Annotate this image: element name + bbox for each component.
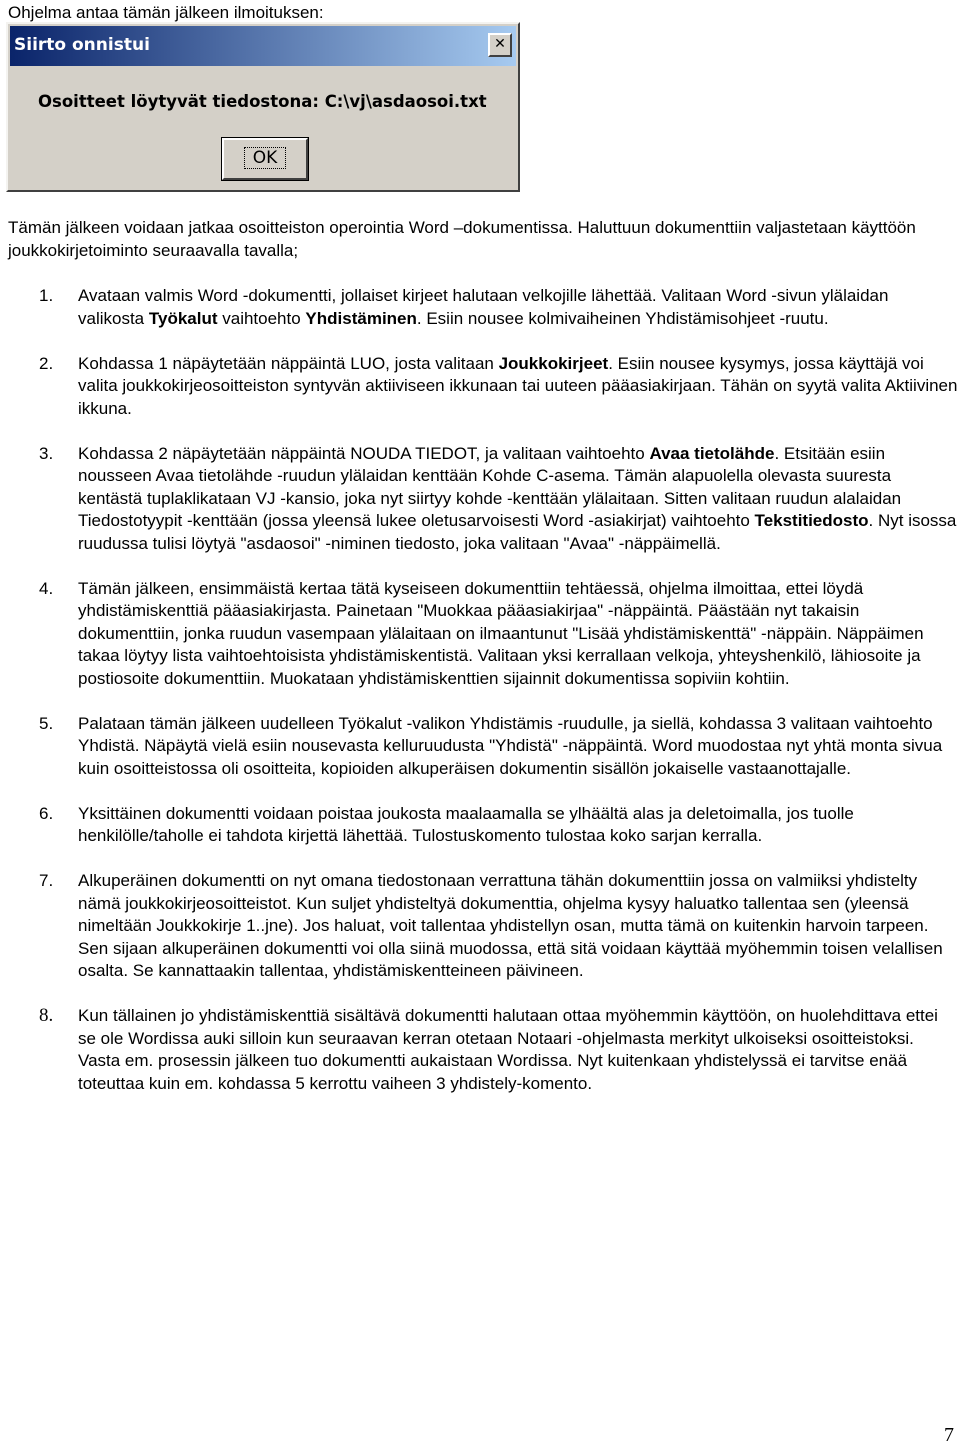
list-item-number: 8.: [39, 1005, 54, 1026]
list-item-text: [78, 285, 958, 330]
list-item-text: [78, 713, 958, 781]
list-item-number: 1.: [39, 286, 54, 305]
list-item: [0, 578, 960, 691]
text-run: vaihtoehto: [217, 308, 306, 328]
transfer-success-dialog: [6, 22, 520, 192]
list-item: [0, 1005, 960, 1095]
bold-term: Työkalut: [148, 308, 218, 328]
list-item: [0, 803, 960, 848]
list-item-text: [78, 443, 958, 556]
text-run: Kohdassa 2 näpäytetään näppäintä NOUDA TIEDOT, ja valitaan vaihtoehto: [78, 443, 650, 463]
list-item-number: 7.: [39, 871, 54, 890]
page-number: 7: [944, 1424, 954, 1446]
steps-list: [0, 285, 960, 1118]
close-button[interactable]: [488, 33, 512, 57]
text-run: Yksittäinen dokumentti voidaan poistaa joukosta maalaamalla se ylhäältä alas ja deletoimalla, jos tuolle henkilölle/taholle ei tahdota kirjettä lähettää. Tulostuskomento tulostaa koko sarjan kerralla.: [78, 803, 854, 845]
list-item-text: [78, 578, 958, 691]
list-item-text: [78, 353, 958, 421]
intro-text: Ohjelma antaa tämän jälkeen ilmoituksen:: [8, 3, 324, 22]
text-run: Kohdassa 1 näpäytetään näppäintä LUO, josta valitaan: [78, 353, 499, 373]
bold-term: Joukkokirjeet: [498, 353, 609, 373]
text-run: Kun tällainen jo yhdistämiskenttiä sisältävä dokumentti halutaan ottaa myöhemmin käyttöön, on huolehdittava ettei se ole Wordissa auki silloin kun seuraavan kerran otetaan Notaari -ohjelmasta merkityt ulkoiseksi osoitteistoksi. Vasta em. prosessin jälkeen tuo dokumentti aukaistaan Wordissa. Nyt kuitenkaan yhdistelyssä ei tarvitse enää toteuttaa kuin em. kohdassa 5 kerrottu vaiheen 3 yhdistely-komento.: [78, 1006, 938, 1093]
list-item-text: [78, 1005, 958, 1095]
text-run: Tämän jälkeen, ensimmäistä kertaa tätä kyseiseen dokumenttiin tehtäessä, ohjelma ilmoittaa, ettei löydä yhdistämiskenttiä pääasiakirjasta. Painetaan "Muokkaa pääasiakirjaa" -näppäintä. Päästään nyt takaisin dokumenttiin, jonka ruudun vasempaan ylälaitaan on ilmaantunut "Lisää yhdistämiskenttä" -näppäin. Näppäimen takaa löytyy lista vaihtoehtoisista yhdistämiskentistä. Valitaan yksi kerrallaan velkoja, yhteyshenkilö, lähiosoite ja postiosoite dokumenttiin. Muokataan yhdistämiskenttien sijainnit dokumentissa sopiviin kohtiin.: [78, 578, 924, 688]
intro-paragraph: Tämän jälkeen voidaan jatkaa osoitteiston operointia Word –dokumentissa. Haluttuun dokumenttiin valjastetaan käyttöön joukkokirjetoiminto seuraavalla tavalla;: [8, 218, 916, 260]
dialog-title: Siirto onnistui: [14, 35, 150, 55]
ok-button-label: OK: [244, 147, 287, 169]
text-run: . Nyt isossa ruudussa tulisi löytyä "asdaosoi" -niminen tiedosto, joka valitaan "Avaa" -näppäimellä.: [78, 511, 957, 553]
list-item-number: 2.: [39, 353, 54, 373]
ok-button[interactable]: [222, 138, 308, 180]
list-item-number: 3.: [39, 443, 54, 463]
list-item: [0, 285, 960, 330]
text-run: . Esiin nousee kysymys, jossa käyttäjä voi valita joukkokirjeosoitteiston syntyvän aktiiviseen ikkunaan tai uuteen pääasiakirjaan. Tähän on syytä valita Aktiivinen ikkuna.: [78, 353, 958, 418]
bold-term: Tekstitiedosto: [754, 511, 869, 530]
dialog-message: Osoitteet löytyvät tiedostona: C:\vj\asdaosoi.txt: [38, 92, 487, 111]
dialog-titlebar: [10, 26, 516, 66]
bold-term: Avaa tietolähde: [649, 443, 775, 463]
list-item: [0, 870, 960, 983]
text-run: . Esiin nousee kolmivaiheinen Yhdistämisohjeet -ruutu.: [416, 308, 829, 328]
list-item: [0, 353, 960, 421]
list-item-number: 6.: [39, 803, 54, 823]
list-item-number: 5.: [39, 713, 54, 733]
list-item: [0, 443, 960, 556]
bold-term: Yhdistäminen: [305, 308, 417, 328]
text-run: . Etsitään esiin nousseen Avaa tietolähde -ruudun ylälaidan kenttään Kohde C-asema. Tämän alapuolella olevasta suuresta kentästä tuplaklikataan VJ -kansio, joka nyt siirtyy kohde -kenttään ylälaitaan. Sitten valitaan ruudun alalaidan Tiedostotyypit -kenttään (jossa yleensä lukee oletusarvoisesti Word -asiakirjat) vaihtoehto: [78, 443, 902, 530]
list-item-text: [78, 870, 958, 983]
text-run: Avataan valmis Word -dokumentti, jollaiset kirjeet halutaan velkojille lähettää. Valitaan Word -sivun ylälaidan valikosta: [78, 286, 889, 328]
list-item-text: [78, 803, 958, 848]
text-run: Alkuperäinen dokumentti on nyt omana tiedostonaan verrattuna tähän dokumenttiin jossa on valmiiksi yhdistelty nämä joukkokirjeosoitteistot. Kun suljet yhdisteltyä dokumenttia, ohjelma kysyy haluatko tallentaa sen (yleensä nimeltään Joukkokirje 1..jne). Jos haluat, voit tallentaa yhdistellyn osan, mutta tämä on kuitenkin harvoin tarpeen. Sen sijaan alkuperäinen dokumentti voi olla siinä muodossa, että sitä voidaan käyttää myöhemmin toisen velallisen osalta. Se kannattaakin tallentaa, yhdistämiskentteineen päivineen.: [78, 871, 943, 980]
list-item: [0, 713, 960, 781]
close-icon: ✕: [494, 36, 506, 52]
list-item-number: 4.: [39, 578, 54, 598]
text-run: Palataan tämän jälkeen uudelleen Työkalut -valikon Yhdistämis -ruudulle, ja siellä, kohdassa 3 valitaan vaihtoehto Yhdistä. Näpäytä vielä esiin nousevasta kelluruudusta "Yhdistä" -näppäintä. Word muodostaa nyt yhtä monta sivua kuin osoitteistossa oli osoitteita, kopioiden alkuperäisen dokumentin sisällön jokaiselle vastaanottajalle.: [78, 713, 943, 778]
